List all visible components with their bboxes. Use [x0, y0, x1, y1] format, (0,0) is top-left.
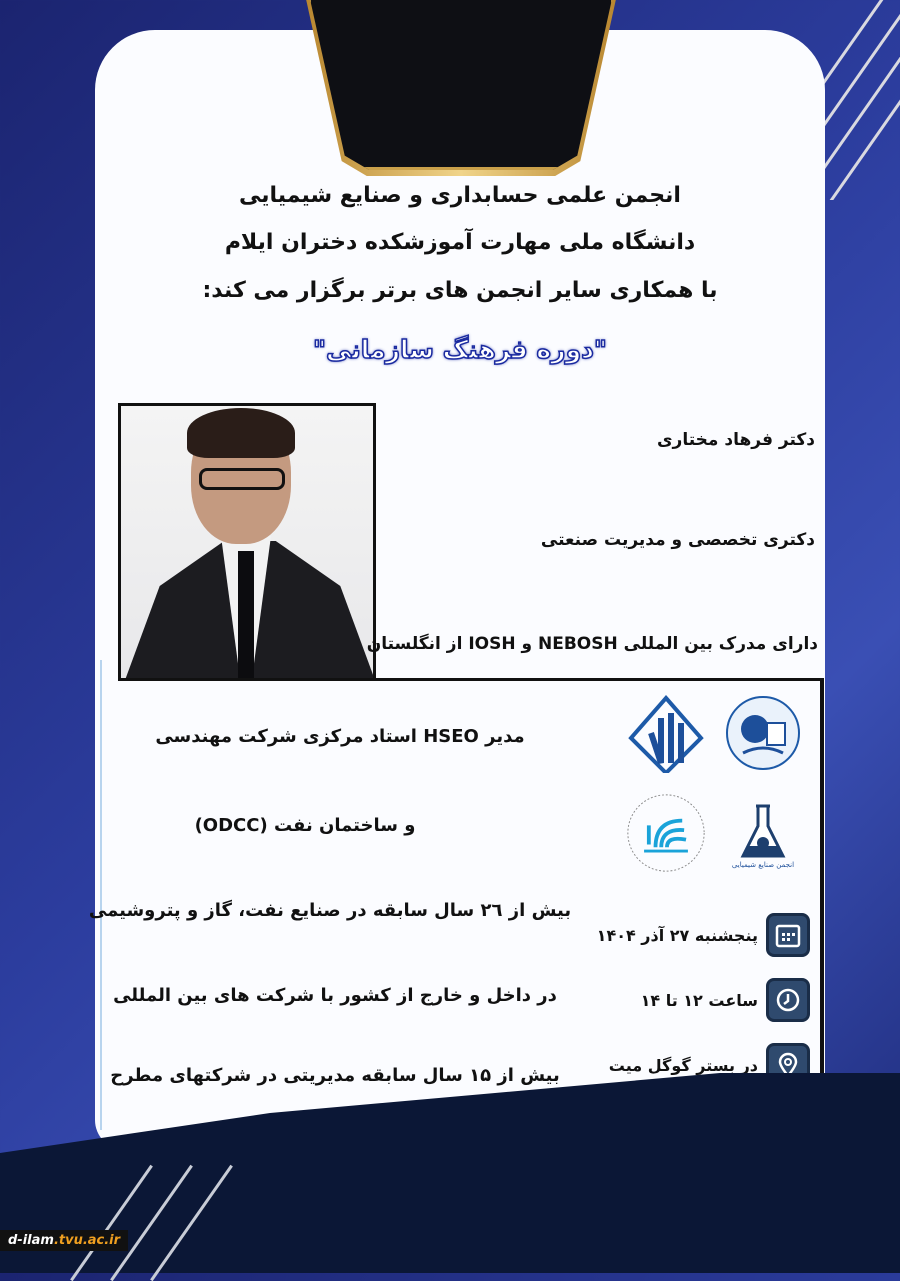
frame-border	[820, 678, 824, 1086]
experience-line: بیش از ۱۵ سال سابقه مدیریتی در شرکتهای مطرح	[110, 1065, 560, 1086]
event-time	[641, 978, 810, 1022]
org-line-3: با همکاری سایر انجمن های برتر برگزار می کند:	[202, 278, 718, 303]
experience-line: مدیر HSEO استاد مرکزی شرکت مهندسی	[155, 726, 525, 747]
left-accent-line	[100, 660, 102, 1130]
clock-icon	[766, 978, 810, 1022]
experience-line: بیش از ۲٦ سال سابقه در صنایع نفت، گاز و پتروشیمی	[88, 900, 572, 921]
event-time-text: ساعت ۱۲ تا ۱۴	[640, 990, 758, 1010]
diamond-logo	[625, 692, 707, 774]
course-title: "دوره فرهنگ سازمانی"	[313, 335, 607, 364]
event-date	[597, 913, 810, 957]
speaker-degree: دکتری تخصصی و مدیریت صنعتی	[540, 530, 815, 550]
event-platform-text: در بستر گوگل میت	[608, 1055, 758, 1075]
top-badge	[308, 0, 614, 170]
student-association-logo	[625, 788, 707, 878]
experience-line: در داخل و خارج از کشور با شرکت های بین المللی	[113, 985, 557, 1006]
speaker-photo	[118, 403, 376, 681]
experience-line: و ساختمان نفت (ODCC)	[194, 815, 416, 836]
frame-divider	[118, 678, 823, 681]
org-line-1: انجمن علمی حسابداری و صنایع شیمیایی	[239, 183, 681, 208]
org-line-2: دانشگاه ملی مهارت آموزشکده دختران ایلام	[224, 230, 696, 255]
calendar-icon	[766, 913, 810, 957]
accounting-association-logo	[722, 692, 804, 774]
speaker-certificate: دارای مدرک بین المللی NEBOSH و IOSH از انگلستان	[366, 634, 818, 654]
chemical-industries-association-logo: انجمن صنایع شیمیایی	[722, 785, 804, 885]
speaker-name: دکتر فرهاد مختاری	[656, 430, 815, 450]
watermark: d-ilam.tvu.ac.ir	[0, 1230, 128, 1251]
event-date-text: پنجشنبه ۲۷ آذر ۱۴۰۴	[596, 925, 758, 945]
